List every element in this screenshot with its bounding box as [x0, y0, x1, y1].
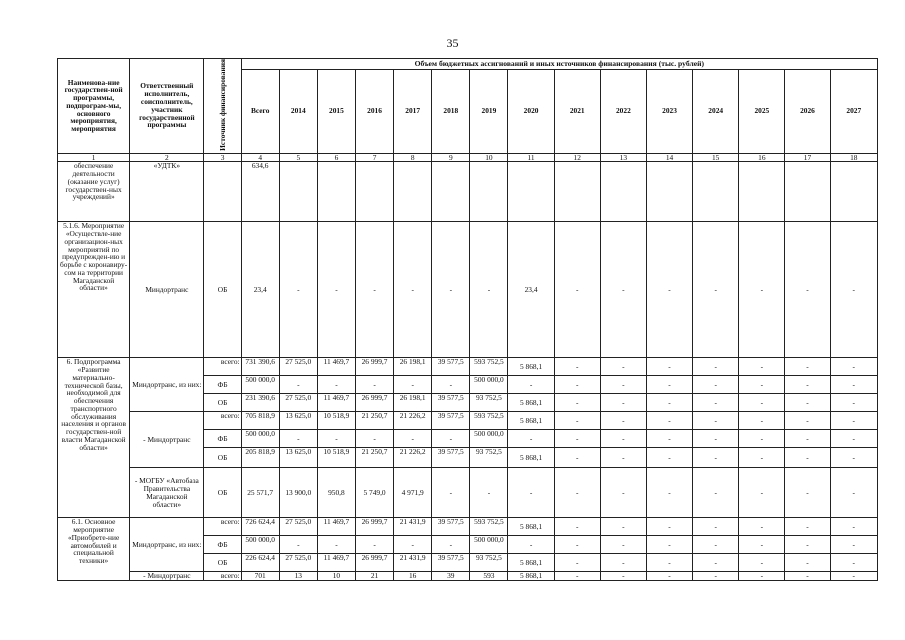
value-cell: 500 000,0 — [470, 376, 508, 394]
value-cell: - — [739, 518, 785, 536]
value-cell: 13 625,0 — [279, 448, 317, 468]
value-cell: - — [554, 376, 600, 394]
value-cell: - — [554, 468, 600, 518]
value-cell: 13 900,0 — [279, 468, 317, 518]
value-cell — [394, 162, 432, 222]
value-cell: 39 577,5 — [432, 448, 470, 468]
value-cell: 5 868,1 — [508, 572, 554, 581]
value-cell: - — [830, 554, 877, 572]
row-responsible-cell: - Миндортранс — [130, 572, 204, 581]
value-cell: - — [785, 468, 830, 518]
value-cell: - — [646, 448, 692, 468]
value-cell — [470, 162, 508, 222]
value-cell: - — [693, 358, 739, 376]
col-number: 11 — [508, 153, 554, 162]
value-cell: - — [508, 376, 554, 394]
value-cell: - — [279, 536, 317, 554]
value-cell: 13 625,0 — [279, 412, 317, 430]
col-number: 2 — [130, 153, 204, 162]
budget-table — [57, 58, 878, 581]
value-cell: 593 — [470, 572, 508, 581]
col-number: 16 — [739, 153, 785, 162]
table-row — [58, 412, 878, 430]
value-cell: - — [646, 222, 692, 358]
value-cell — [693, 162, 739, 222]
header-year: 2018 — [432, 69, 470, 153]
header-year: 2020 — [508, 69, 554, 153]
row-source-cell: всего: — [204, 358, 241, 376]
value-cell: - — [600, 358, 646, 376]
value-cell: 39 577,5 — [432, 394, 470, 412]
table-row — [58, 358, 878, 376]
value-cell: - — [554, 358, 600, 376]
value-cell: - — [317, 536, 355, 554]
value-cell: 27 525,0 — [279, 394, 317, 412]
value-cell: - — [600, 412, 646, 430]
value-cell: - — [739, 554, 785, 572]
header-source — [204, 59, 241, 154]
value-cell: - — [600, 536, 646, 554]
value-cell: - — [693, 536, 739, 554]
value-cell: - — [785, 412, 830, 430]
value-cell: 5 868,1 — [508, 358, 554, 376]
header-year: 2027 — [830, 69, 877, 153]
col-number: 18 — [830, 153, 877, 162]
row-source-cell: ОБ — [204, 468, 241, 518]
value-cell: - — [646, 412, 692, 430]
value-cell — [739, 162, 785, 222]
value-cell: - — [646, 376, 692, 394]
value-cell: - — [693, 222, 739, 358]
row-responsible-cell: «УДТК» — [130, 162, 204, 222]
value-cell: 39 577,5 — [432, 412, 470, 430]
value-cell: - — [785, 448, 830, 468]
header-year: 2015 — [317, 69, 355, 153]
header-year: 2017 — [394, 69, 432, 153]
table-row — [58, 468, 878, 518]
header-group: Объем бюджетных ассигнований и иных источников финансирования (тыс. рублей) — [241, 59, 877, 70]
col-number: 12 — [554, 153, 600, 162]
value-cell: - — [739, 358, 785, 376]
value-cell: - — [432, 536, 470, 554]
value-cell: - — [600, 572, 646, 581]
value-cell: - — [693, 430, 739, 448]
value-cell: 701 — [241, 572, 279, 581]
value-cell: 27 525,0 — [279, 554, 317, 572]
table-row — [58, 572, 878, 581]
value-cell: - — [554, 518, 600, 536]
value-cell: - — [554, 554, 600, 572]
row-responsible-cell: Миндортранс, из них: — [130, 518, 204, 572]
value-cell: - — [394, 536, 432, 554]
value-cell: 11 469,7 — [317, 358, 355, 376]
value-cell — [646, 162, 692, 222]
value-cell: 93 752,5 — [470, 554, 508, 572]
row-source-cell: ФБ — [204, 536, 241, 554]
value-cell: - — [739, 222, 785, 358]
row-source-cell: ФБ — [204, 430, 241, 448]
col-number: 9 — [432, 153, 470, 162]
value-cell: - — [394, 376, 432, 394]
row-source-cell: всего: — [204, 572, 241, 581]
value-cell — [432, 162, 470, 222]
value-cell: 93 752,5 — [470, 448, 508, 468]
value-cell: 593 752,5 — [470, 358, 508, 376]
value-cell: 500 000,0 — [470, 430, 508, 448]
value-cell: - — [785, 430, 830, 448]
col-number: 14 — [646, 153, 692, 162]
value-cell — [830, 162, 877, 222]
value-cell: - — [279, 430, 317, 448]
value-cell: 21 — [355, 572, 393, 581]
value-cell: - — [693, 394, 739, 412]
value-cell: - — [508, 536, 554, 554]
value-cell: 21 226,2 — [394, 412, 432, 430]
value-cell — [317, 162, 355, 222]
value-cell: 731 390,6 — [241, 358, 279, 376]
value-cell: - — [355, 376, 393, 394]
value-cell: 16 — [394, 572, 432, 581]
value-cell: - — [830, 376, 877, 394]
value-cell: - — [693, 518, 739, 536]
value-cell: 25 571,7 — [241, 468, 279, 518]
table-row — [58, 518, 878, 536]
value-cell: 226 624,4 — [241, 554, 279, 572]
value-cell: 205 818,9 — [241, 448, 279, 468]
value-cell: 23,4 — [508, 222, 554, 358]
value-cell: 500 000,0 — [241, 430, 279, 448]
value-cell: - — [739, 412, 785, 430]
row-source-cell: ОБ — [204, 448, 241, 468]
value-cell: 5 868,1 — [508, 518, 554, 536]
value-cell: 11 469,7 — [317, 518, 355, 536]
value-cell: 39 577,5 — [432, 554, 470, 572]
value-cell: 5 868,1 — [508, 448, 554, 468]
row-responsible-cell: Миндортранс — [130, 222, 204, 358]
value-cell: - — [739, 536, 785, 554]
value-cell: - — [785, 376, 830, 394]
header-year: 2014 — [279, 69, 317, 153]
value-cell: - — [693, 412, 739, 430]
row-responsible-cell: - МОГБУ «Автобаза Правительства Магаданской области» — [130, 468, 204, 518]
value-cell: - — [600, 222, 646, 358]
value-cell: - — [830, 468, 877, 518]
row-source-cell — [204, 162, 241, 222]
value-cell — [279, 162, 317, 222]
value-cell: 11 469,7 — [317, 394, 355, 412]
value-cell: 950,8 — [317, 468, 355, 518]
col-number: 7 — [355, 153, 393, 162]
value-cell: 634,6 — [241, 162, 279, 222]
value-cell: - — [785, 394, 830, 412]
value-cell: - — [508, 430, 554, 448]
value-cell: - — [554, 536, 600, 554]
value-cell: 26 198,1 — [394, 394, 432, 412]
value-cell: 4 971,9 — [394, 468, 432, 518]
header-year: Всего — [241, 69, 279, 153]
value-cell: - — [739, 468, 785, 518]
value-cell: - — [508, 468, 554, 518]
value-cell: 26 999,7 — [355, 518, 393, 536]
value-cell: - — [554, 412, 600, 430]
value-cell: - — [830, 412, 877, 430]
value-cell: - — [646, 536, 692, 554]
row-source-cell: ФБ — [204, 376, 241, 394]
value-cell: 5 749,0 — [355, 468, 393, 518]
header-name: Наименова-ние государствен-ной программы, подпрограм-мы, основного мероприятия, мероприятия — [58, 59, 130, 154]
col-number: 5 — [279, 153, 317, 162]
page-number: 35 — [446, 36, 459, 50]
value-cell: - — [830, 536, 877, 554]
row-name-cell: обеспечение деятельности (оказание услуг) государствен-ных учреждений» — [58, 162, 130, 222]
value-cell: - — [739, 448, 785, 468]
value-cell: - — [830, 448, 877, 468]
value-cell: - — [646, 554, 692, 572]
value-cell: - — [394, 222, 432, 358]
value-cell: 5 868,1 — [508, 394, 554, 412]
row-name-cell: 6.1. Основное мероприятие «Приобрете-ние автомобилей и специальной техники» — [58, 518, 130, 581]
value-cell: - — [394, 430, 432, 448]
value-cell: - — [600, 430, 646, 448]
value-cell: - — [739, 572, 785, 581]
value-cell: - — [739, 430, 785, 448]
value-cell: 21 250,7 — [355, 448, 393, 468]
value-cell: - — [317, 376, 355, 394]
col-number: 8 — [394, 153, 432, 162]
value-cell: - — [317, 430, 355, 448]
value-cell: 5 868,1 — [508, 554, 554, 572]
value-cell: - — [554, 572, 600, 581]
value-cell: - — [693, 572, 739, 581]
value-cell: 5 868,1 — [508, 412, 554, 430]
value-cell: 11 469,7 — [317, 554, 355, 572]
value-cell: - — [554, 222, 600, 358]
col-number: 10 — [470, 153, 508, 162]
value-cell: 26 999,7 — [355, 554, 393, 572]
value-cell: 23,4 — [241, 222, 279, 358]
value-cell: - — [432, 430, 470, 448]
value-cell: 39 — [432, 572, 470, 581]
value-cell: - — [785, 222, 830, 358]
value-cell: - — [785, 518, 830, 536]
value-cell: 593 752,5 — [470, 518, 508, 536]
value-cell: - — [739, 376, 785, 394]
value-cell: 726 624,4 — [241, 518, 279, 536]
header-source-label: Источник финансирования — [217, 59, 227, 151]
value-cell: - — [785, 554, 830, 572]
value-cell: - — [739, 394, 785, 412]
value-cell — [554, 162, 600, 222]
header-year: 2023 — [646, 69, 692, 153]
value-cell: 500 000,0 — [241, 536, 279, 554]
value-cell: - — [600, 376, 646, 394]
value-cell: - — [830, 518, 877, 536]
table-row — [58, 222, 878, 358]
value-cell: - — [830, 430, 877, 448]
row-source-cell: всего: — [204, 518, 241, 536]
header-year: 2025 — [739, 69, 785, 153]
value-cell: - — [785, 358, 830, 376]
value-cell: 21 250,7 — [355, 412, 393, 430]
value-cell: 26 999,7 — [355, 394, 393, 412]
value-cell: - — [600, 448, 646, 468]
value-cell: - — [279, 376, 317, 394]
value-cell: - — [830, 222, 877, 358]
value-cell: 500 000,0 — [241, 376, 279, 394]
value-cell: 27 525,0 — [279, 518, 317, 536]
value-cell: - — [554, 448, 600, 468]
value-cell: 593 752,5 — [470, 412, 508, 430]
value-cell: - — [554, 430, 600, 448]
value-cell: - — [355, 430, 393, 448]
value-cell: 705 818,9 — [241, 412, 279, 430]
header-responsible: Ответственный исполнитель, соисполнитель, участник государственной программы — [130, 59, 204, 154]
value-cell: 39 577,5 — [432, 518, 470, 536]
value-cell: 93 752,5 — [470, 394, 508, 412]
value-cell: 21 431,9 — [394, 554, 432, 572]
value-cell: - — [554, 394, 600, 412]
row-source-cell: ОБ — [204, 222, 241, 358]
value-cell: 26 198,1 — [394, 358, 432, 376]
column-numbers-row — [58, 153, 878, 162]
value-cell — [600, 162, 646, 222]
row-responsible-cell: - Миндортранс — [130, 412, 204, 468]
col-number: 1 — [58, 153, 130, 162]
col-number: 4 — [241, 153, 279, 162]
value-cell: 21 431,9 — [394, 518, 432, 536]
value-cell: - — [432, 468, 470, 518]
value-cell: - — [646, 468, 692, 518]
value-cell: - — [355, 222, 393, 358]
value-cell: - — [830, 394, 877, 412]
row-source-cell: всего: — [204, 412, 241, 430]
value-cell: - — [693, 376, 739, 394]
value-cell: - — [830, 358, 877, 376]
value-cell: - — [600, 518, 646, 536]
value-cell: 13 — [279, 572, 317, 581]
value-cell: - — [693, 554, 739, 572]
value-cell: 500 000,0 — [470, 536, 508, 554]
value-cell: - — [355, 536, 393, 554]
col-number: 3 — [204, 153, 241, 162]
row-source-cell: ОБ — [204, 394, 241, 412]
value-cell: - — [317, 222, 355, 358]
value-cell: - — [785, 536, 830, 554]
value-cell: - — [693, 468, 739, 518]
value-cell — [355, 162, 393, 222]
col-number: 13 — [600, 153, 646, 162]
header-year: 2016 — [355, 69, 393, 153]
value-cell: - — [693, 448, 739, 468]
value-cell: - — [830, 572, 877, 581]
value-cell: 10 518,9 — [317, 448, 355, 468]
value-cell: - — [600, 554, 646, 572]
value-cell: 27 525,0 — [279, 358, 317, 376]
value-cell: - — [432, 376, 470, 394]
header-year: 2022 — [600, 69, 646, 153]
value-cell: - — [600, 468, 646, 518]
value-cell: 26 999,7 — [355, 358, 393, 376]
value-cell — [785, 162, 830, 222]
value-cell: - — [470, 222, 508, 358]
value-cell: - — [646, 518, 692, 536]
value-cell: - — [646, 394, 692, 412]
value-cell: - — [600, 394, 646, 412]
value-cell: 39 577,5 — [432, 358, 470, 376]
col-number: 17 — [785, 153, 830, 162]
value-cell: - — [785, 572, 830, 581]
value-cell: - — [646, 358, 692, 376]
value-cell: - — [432, 222, 470, 358]
value-cell: - — [279, 222, 317, 358]
row-name-cell: 5.1.6. Мероприятие «Осуществле-ние организацион-ных мероприятий по предупрежден-ию и борьбе с коронавиру-сом на территории Магаданской области» — [58, 222, 130, 358]
value-cell: 10 518,9 — [317, 412, 355, 430]
header-year: 2024 — [693, 69, 739, 153]
value-cell: 21 226,2 — [394, 448, 432, 468]
header-year: 2026 — [785, 69, 830, 153]
value-cell: - — [646, 430, 692, 448]
header-year: 2021 — [554, 69, 600, 153]
value-cell: - — [646, 572, 692, 581]
value-cell — [508, 162, 554, 222]
row-responsible-cell: Миндортранс, из них: — [130, 358, 204, 412]
row-source-cell: ОБ — [204, 554, 241, 572]
row-name-cell: 6. Подпрограмма «Развитие материально-технической базы, необходимой для обеспечения транспортного обслуживания населения и органов государствен-ной власти Магаданской области» — [58, 358, 130, 518]
value-cell: - — [470, 468, 508, 518]
value-cell: 231 390,6 — [241, 394, 279, 412]
value-cell: 10 — [317, 572, 355, 581]
col-number: 6 — [317, 153, 355, 162]
col-number: 15 — [693, 153, 739, 162]
table-row — [58, 162, 878, 222]
header-year: 2019 — [470, 69, 508, 153]
